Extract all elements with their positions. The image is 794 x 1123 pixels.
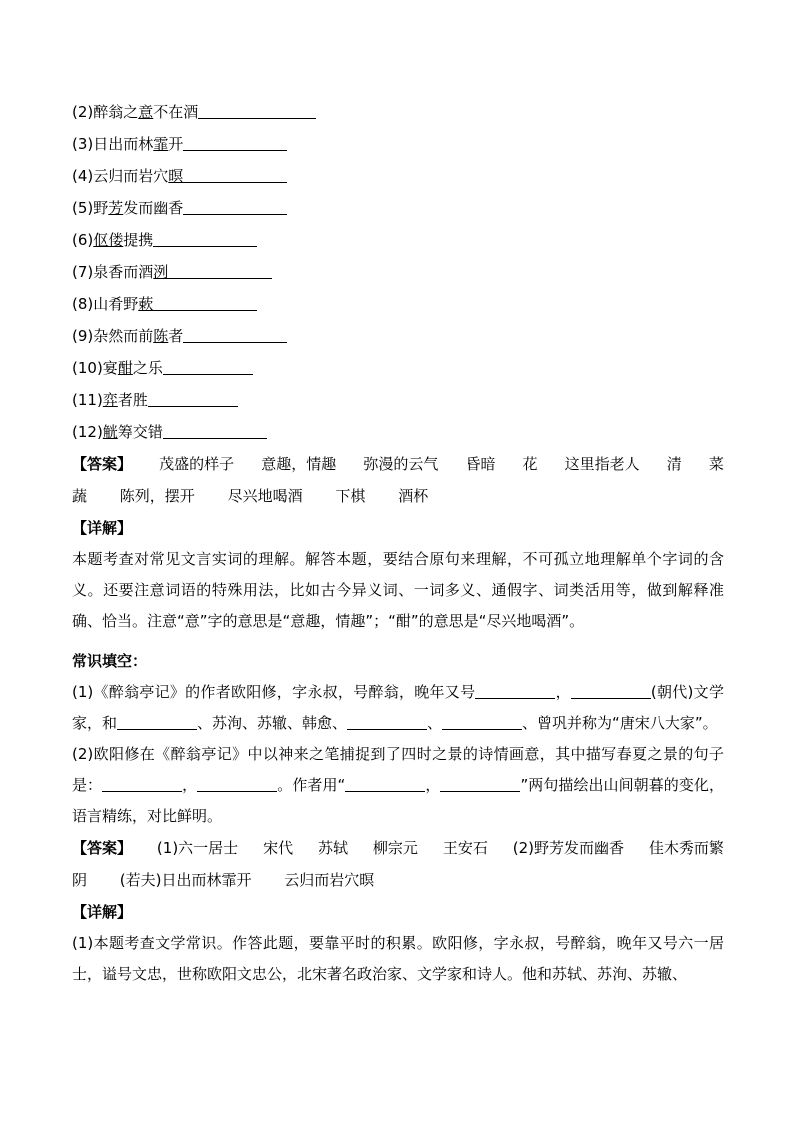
- vocab-answer: 尽兴地喝酒: [227, 487, 303, 505]
- question-text: 日出而林: [93, 135, 154, 153]
- question-text: (2)欧阳修在《醉翁亭记》中以神来之笔捕捉到了四时之景的诗情画意，其中描写春夏之景的句子是：: [72, 745, 724, 794]
- vocab-question-item: [72, 416, 724, 448]
- knowledge-answer: 苏轼: [318, 839, 349, 857]
- question-text: (1)《醉翁亭记》的作者欧阳修，字永叔，号醉翁，晚年又号: [72, 683, 476, 701]
- vocab-answer: 昏暗: [465, 455, 496, 473]
- vocab-answer: 下棋: [335, 487, 366, 505]
- vocab-question-item: [72, 320, 724, 352]
- underlined-word: 洌: [153, 263, 169, 281]
- question-text: (8): [72, 295, 94, 313]
- knowledge-answer: 阴: [72, 871, 88, 889]
- answer-label: 【答案】: [72, 455, 133, 473]
- blank-line: [440, 771, 520, 792]
- blank-line: [183, 130, 287, 151]
- knowledge-answer-row-1: [72, 832, 724, 864]
- question-text: 、: [427, 714, 443, 732]
- question-text: 之乐: [132, 359, 163, 377]
- question-text: 者: [168, 327, 184, 345]
- question-text: 云归而岩穴: [93, 167, 169, 185]
- question-text: ”两句描绘出山间朝暮的变化，语言精练，对比鲜明。: [72, 776, 724, 825]
- question-text: 筹交错: [117, 423, 163, 441]
- question-text: 者胜: [117, 391, 148, 409]
- vocab-question-item: [72, 96, 724, 128]
- question-text: 醉翁之: [93, 103, 139, 121]
- question-text: (4): [72, 167, 94, 185]
- document-page: [72, 96, 724, 990]
- underlined-word: 暝: [168, 167, 184, 185]
- underlined-word: 陈: [153, 327, 169, 345]
- knowledge-detail-text: (1)本题考查文学常识。作答此题，要靠平时的积累。欧阳修，字永叔，号醉翁，晚年又号六一居士，谥号文忠，世称欧阳文忠公，北宋著名政治家、文学家和诗人。他和苏轼、苏洵、苏辙、: [72, 934, 724, 983]
- knowledge-answer: (1)六一居士: [156, 839, 239, 857]
- blank-line: [153, 226, 257, 247]
- question-text: 。作者用“: [277, 776, 346, 794]
- blank-line: [153, 290, 257, 311]
- blank-line: [163, 418, 267, 439]
- question-text: (11): [72, 391, 103, 409]
- question-text: (3): [72, 135, 94, 153]
- vocab-question-item: [72, 192, 724, 224]
- vocab-answer-row-2: [72, 480, 724, 512]
- question-text: (6): [72, 231, 94, 249]
- vocab-question-list: [72, 96, 724, 448]
- underlined-word: 意: [138, 103, 154, 121]
- question-text: 泉香而酒: [93, 263, 154, 281]
- detail-label: 【详解】: [72, 519, 133, 537]
- underlined-word: 霏: [153, 135, 169, 153]
- section-title: 常识填空：: [72, 652, 148, 670]
- knowledge-answer: 柳宗元: [372, 839, 418, 857]
- detail-label: 【详解】: [72, 903, 133, 921]
- vocab-question-item: [72, 128, 724, 160]
- blank-line: [475, 678, 555, 699]
- question-text: 杂然而前: [93, 327, 154, 345]
- knowledge-question-2: [72, 739, 724, 832]
- underlined-word: 伛偻: [93, 231, 124, 249]
- question-text: (朝代)文学家，和: [72, 683, 724, 732]
- knowledge-question-1: [72, 677, 724, 739]
- blank-line: [102, 771, 182, 792]
- vocab-answer: 这里指老人: [564, 455, 640, 473]
- blank-line: [197, 771, 277, 792]
- blank-line: [163, 354, 253, 375]
- underlined-word: 酣: [117, 359, 133, 377]
- knowledge-answer: (2)野芳发而幽香: [512, 839, 625, 857]
- blank-line: [168, 258, 272, 279]
- vocab-question-item: [72, 160, 724, 192]
- underlined-word: 觥: [102, 423, 118, 441]
- vocab-answer-row-1: [72, 448, 724, 480]
- vocab-answer: 蔬: [72, 487, 88, 505]
- vocab-answer: 陈列，摆开: [119, 487, 195, 505]
- knowledge-answer-row-2: [72, 864, 724, 896]
- vocab-question-item: [72, 256, 724, 288]
- question-text: (7): [72, 263, 94, 281]
- question-text: (5): [72, 199, 94, 217]
- vocab-answer: 清: [666, 455, 682, 473]
- vocab-answer: 茂盛的样子: [159, 455, 235, 473]
- vocab-question-item: [72, 288, 724, 320]
- blank-line: [148, 386, 238, 407]
- vocab-question-item: [72, 224, 724, 256]
- question-text: (2): [72, 103, 94, 121]
- question-text: ，: [182, 776, 198, 794]
- question-text: 、曾巩并称为“唐宋八大家”。: [522, 714, 718, 732]
- underlined-word: 弈: [102, 391, 118, 409]
- question-text: 、苏洵、苏辙、韩愈、: [197, 714, 348, 732]
- blank-line: [345, 771, 425, 792]
- question-text: 发而幽香: [123, 199, 184, 217]
- vocab-answer: 意趣，情趣: [261, 455, 337, 473]
- vocab-answer: 花: [522, 455, 538, 473]
- knowledge-answer: 佳木秀而繁: [648, 839, 724, 857]
- vocab-answer: 弥漫的云气: [363, 455, 439, 473]
- vocab-answer: 菜: [708, 455, 724, 473]
- underlined-word: 芳: [108, 199, 124, 217]
- question-text: (10): [72, 359, 103, 377]
- vocab-detail-text: 本题考查对常见文言实词的理解。解答本题，要结合原句来理解，不可孤立地理解单个字词的含义。还要注意词语的特殊用法，比如古今异义词、一词多义、通假字、词类活用等，做到解释准确、恰当。注意“意”字的意思是“意趣，情趣”；“酣”的意思是“尽兴地喝酒”。: [72, 550, 724, 630]
- blank-line: [117, 709, 197, 730]
- vocab-question-item: [72, 352, 724, 384]
- blank-line: [347, 709, 427, 730]
- blank-line: [183, 162, 287, 183]
- knowledge-answer: (若夫)日出而林霏开: [119, 871, 252, 889]
- underlined-word: 蔌: [138, 295, 154, 313]
- answer-label: 【答案】: [72, 839, 133, 857]
- blank-line: [183, 194, 287, 215]
- question-text: (12): [72, 423, 103, 441]
- blank-line: [571, 678, 651, 699]
- blank-line: [198, 98, 316, 119]
- question-text: 开: [168, 135, 184, 153]
- knowledge-answer: 宋代: [263, 839, 294, 857]
- question-text: 提携: [123, 231, 154, 249]
- question-text: ，: [425, 776, 441, 794]
- question-text: ，: [555, 683, 571, 701]
- question-text: 宴: [102, 359, 118, 377]
- vocab-question-item: [72, 384, 724, 416]
- knowledge-answer: 云归而岩穴暝: [284, 871, 375, 889]
- question-text: (9): [72, 327, 94, 345]
- question-text: 不在酒: [153, 103, 199, 121]
- blank-line: [183, 322, 287, 343]
- vocab-answer: 酒杯: [398, 487, 429, 505]
- question-text: 野: [93, 199, 109, 217]
- question-text: 山肴野: [93, 295, 139, 313]
- knowledge-answer: 王安石: [442, 839, 488, 857]
- blank-line: [442, 709, 522, 730]
